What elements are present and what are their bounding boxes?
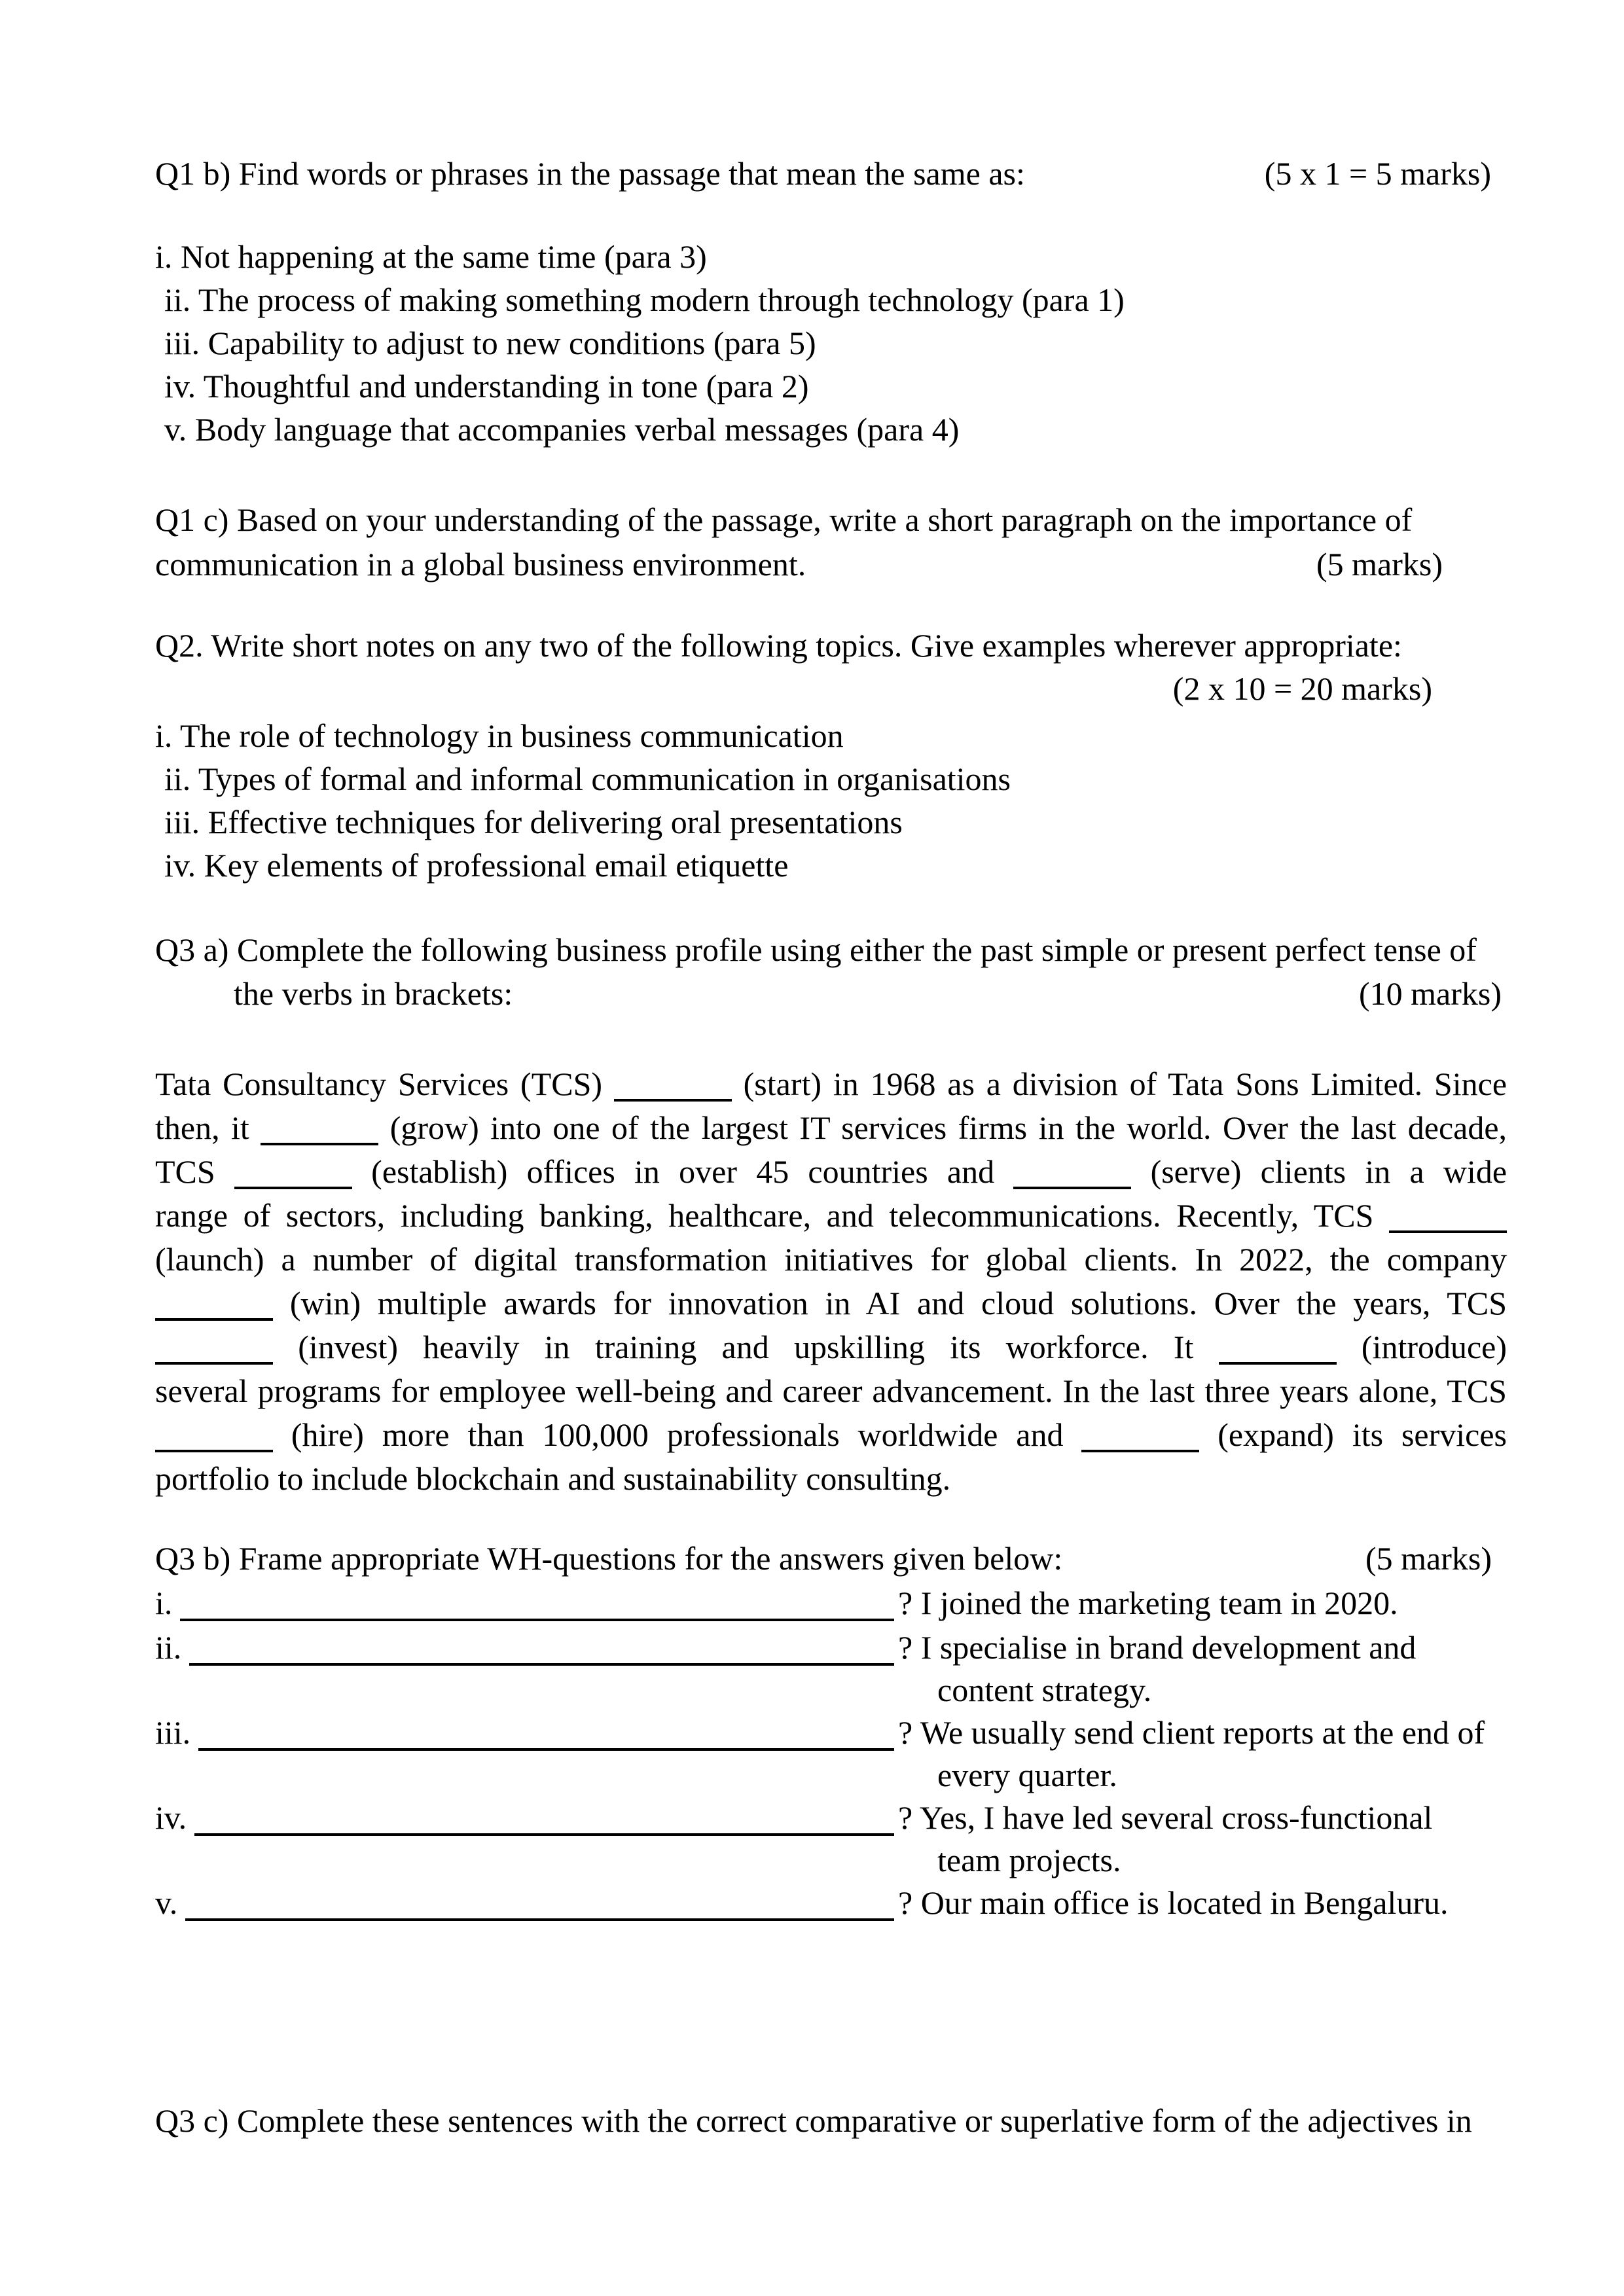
- q3b-heading: Q3 b) Frame appropriate WH-questions for the answers given below:: [155, 1540, 1063, 1577]
- answer-blank-line: [198, 1712, 894, 1751]
- q3a-line2: the verbs in brackets:: [234, 975, 513, 1012]
- passage-text: (hire) more than 100,000 professionals worldwide and: [291, 1416, 1064, 1453]
- q3b-rows: [155, 1582, 1507, 1924]
- q3b-row-ii: [155, 1626, 1507, 1712]
- blank-line: [614, 1099, 732, 1102]
- q3a-line1: Q3 a) Complete the following business profile using either the past simple or present perfect tense of: [155, 931, 1477, 968]
- q3a-marks: (10 marks): [1359, 975, 1502, 1012]
- blank-line: [155, 1318, 273, 1321]
- q3b-answer-ii: [898, 1626, 1507, 1712]
- blank-line: [1219, 1362, 1337, 1365]
- q1b-item-v: v. Body language that accompanies verbal messages (para 4): [164, 411, 960, 448]
- q1c-line1: Q1 c) Based on your understanding of the passage, write a short paragraph on the importance of: [155, 501, 1413, 538]
- q3b-marks: (5 marks): [1365, 1540, 1492, 1577]
- q1c-line2-row: [155, 542, 1507, 586]
- q1c-line2: communication in a global business environment.: [155, 546, 806, 583]
- q3b-label-iv: iv.: [155, 1799, 187, 1836]
- answer-text-continued: content strategy.: [937, 1672, 1152, 1708]
- passage-text: (win) multiple awards for innovation in AI and cloud solutions. Over the years, TCS: [289, 1285, 1507, 1321]
- passage-line-10: [155, 1457, 1507, 1501]
- passage-line-3: [155, 1150, 1507, 1194]
- q3b-row-v: [155, 1882, 1507, 1924]
- passage-line-2: [155, 1106, 1507, 1150]
- passage-line-6: [155, 1282, 1507, 1325]
- answer-blank-line: [194, 1797, 894, 1836]
- passage-line-5: [155, 1238, 1507, 1282]
- blank-line: [1081, 1450, 1199, 1452]
- passage-text: then, it: [155, 1109, 249, 1146]
- passage-text: Tata Consultancy Services (TCS): [155, 1066, 603, 1102]
- answer-text: ? Yes, I have led several cross-functional: [898, 1799, 1433, 1836]
- passage-text: TCS: [155, 1153, 215, 1190]
- q3b-label-v: v.: [155, 1884, 178, 1921]
- passage-text: several programs for employee well-being and career advancement. In the last three years alone, TCS: [155, 1372, 1507, 1409]
- passage-line-9: [155, 1413, 1507, 1457]
- q3b-label-iii: iii.: [155, 1714, 191, 1751]
- q3b-answer-iii: [898, 1712, 1507, 1797]
- passage-text: (establish) offices in over 45 countries and: [371, 1153, 995, 1190]
- passage-line-4: [155, 1194, 1507, 1238]
- q3b-label-i: i.: [155, 1585, 173, 1621]
- q2-heading: Q2. Write short notes on any two of the following topics. Give examples wherever appropriate:: [155, 627, 1402, 664]
- q3b-row-iii: [155, 1712, 1507, 1797]
- answer-blank-line: [185, 1882, 894, 1921]
- q1b-item-ii: ii. The process of making something modern through technology (para 1): [164, 281, 1125, 318]
- answer-text: ? Our main office is located in Bengaluru.: [898, 1884, 1449, 1921]
- q2-list: [155, 714, 1507, 887]
- blank-line: [261, 1143, 378, 1145]
- answer-blank-line: [189, 1626, 894, 1666]
- answer-text: ? I joined the marketing team in 2020.: [898, 1585, 1398, 1621]
- q1b-marks: (5 x 1 = 5 marks): [1264, 155, 1491, 192]
- answer-text: ? I specialise in brand development and: [898, 1629, 1416, 1666]
- blank-line: [1013, 1187, 1131, 1189]
- q3b-row-i: [155, 1582, 1507, 1624]
- passage-line-7: [155, 1325, 1507, 1369]
- passage-text: (invest) heavily in training and upskilling its workforce. It: [298, 1329, 1194, 1365]
- answer-text: ? We usually send client reports at the end of: [898, 1714, 1485, 1751]
- q3c-heading: Q3 c) Complete these sentences with the correct comparative or superlative form of the adjectives in: [155, 2102, 1472, 2139]
- q3b-label-ii: ii.: [155, 1629, 182, 1666]
- passage-text: (serve) clients in a wide: [1150, 1153, 1507, 1190]
- passage-text: (grow) into one of the largest IT services firms in the world. Over the last decade,: [389, 1109, 1507, 1146]
- passage-text: (launch) a number of digital transformation initiatives for global clients. In 2022, the company: [155, 1241, 1507, 1278]
- blank-line: [155, 1362, 273, 1365]
- q3b-answer-iv: [898, 1797, 1507, 1882]
- q1b-item-iv: iv. Thoughtful and understanding in tone (para 2): [164, 368, 809, 404]
- passage-text: (start) in 1968 as a division of Tata Sons Limited. Since: [743, 1066, 1507, 1102]
- answer-text-continued: every quarter.: [937, 1757, 1117, 1793]
- q1b-heading: Q1 b) Find words or phrases in the passage that mean the same as:: [155, 155, 1025, 192]
- q2-item-iv: iv. Key elements of professional email etiquette: [164, 847, 789, 884]
- passage-text: portfolio to include blockchain and sustainability consulting.: [155, 1460, 951, 1497]
- page-content: [155, 0, 1507, 2142]
- blank-line: [1389, 1230, 1507, 1233]
- q3a-line2-row: [155, 972, 1507, 1016]
- passage-text: (expand) its services: [1218, 1416, 1507, 1453]
- passage-text: (introduce): [1361, 1329, 1507, 1365]
- q2-item-iii: iii. Effective techniques for delivering oral presentations: [164, 804, 903, 840]
- q2-item-i: i. The role of technology in business communication: [155, 717, 844, 754]
- q1c-block: [155, 497, 1507, 586]
- q1b-list: [155, 235, 1507, 451]
- q3b-row-iv: [155, 1797, 1507, 1882]
- q2-item-ii: ii. Types of formal and informal communication in organisations: [164, 761, 1011, 797]
- passage-text: range of sectors, including banking, healthcare, and telecommunications. Recently, TCS: [155, 1197, 1374, 1234]
- blank-line: [234, 1187, 352, 1189]
- q1b-heading-row: [155, 152, 1507, 195]
- passage-line-8: [155, 1369, 1507, 1413]
- q3b-answer-v: [898, 1882, 1507, 1924]
- answer-text-continued: team projects.: [937, 1842, 1121, 1878]
- q2-marks-line: [155, 667, 1507, 710]
- answer-blank-line: [180, 1582, 894, 1621]
- q3a-passage: [155, 1062, 1507, 1501]
- q3b-answer-i: [898, 1582, 1507, 1624]
- blank-line: [155, 1450, 273, 1452]
- q1b-item-iii: iii. Capability to adjust to new conditions (para 5): [164, 325, 816, 361]
- q3a-block: [155, 928, 1507, 1016]
- q1c-marks: (5 marks): [1316, 546, 1443, 583]
- q3a-line1-row: [155, 928, 1507, 972]
- passage-line-1: [155, 1062, 1507, 1106]
- q2-marks: (2 x 10 = 20 marks): [1172, 670, 1432, 707]
- q3b-heading-row: [155, 1537, 1507, 1580]
- q1b-item-i: i. Not happening at the same time (para 3): [155, 238, 707, 275]
